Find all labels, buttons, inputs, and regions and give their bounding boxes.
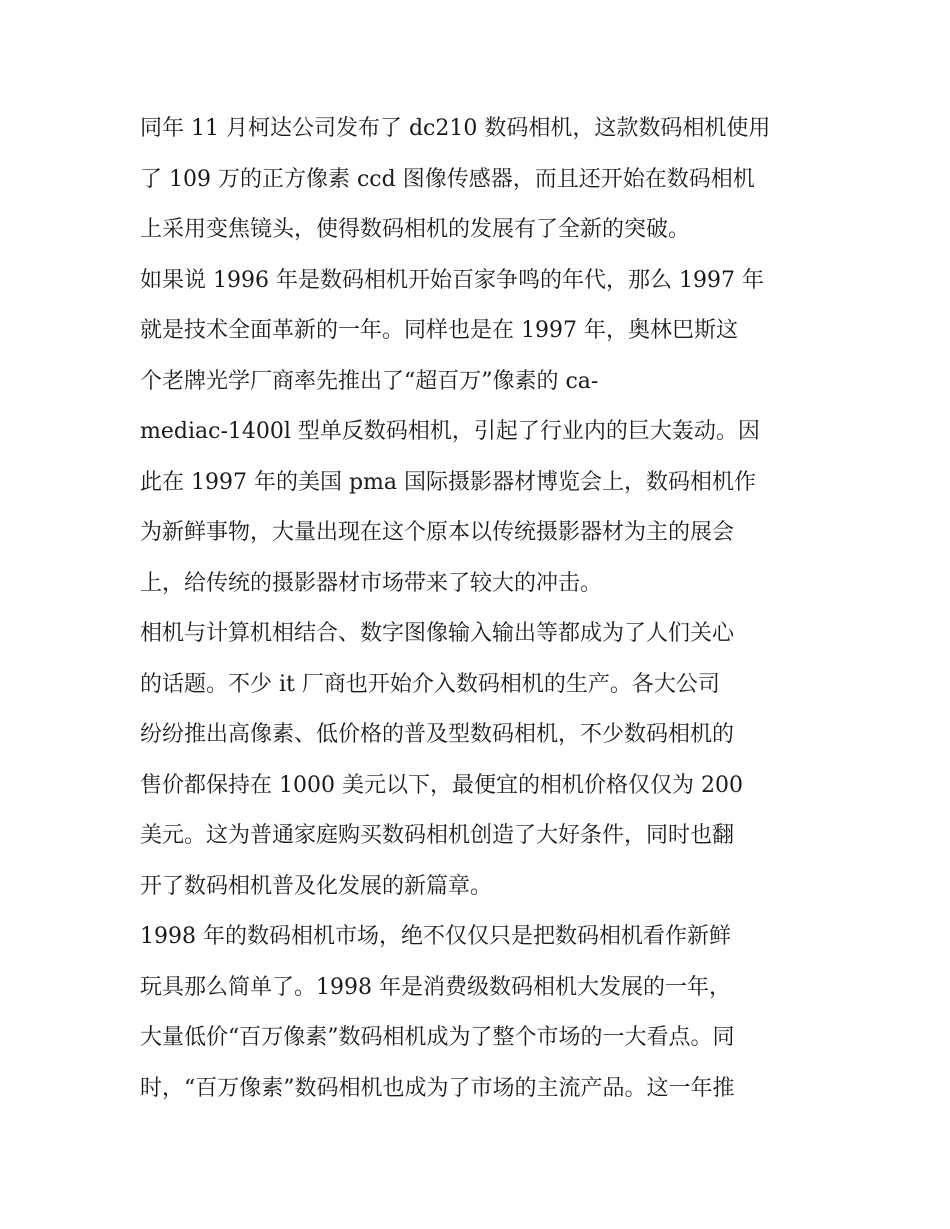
paragraph-it-vendors bbox=[140, 609, 820, 912]
text-line: 同年 11 月柯达公司发布了 dc210 数码相机，这款数码相机使用 bbox=[140, 116, 771, 141]
text-line: 如果说 1996 年是数码相机开始百家争鸣的年代，那么 1997 年 bbox=[140, 267, 764, 293]
text-line: 1998 年的数码相机市场，绝不仅仅只是把数码相机看作新鲜 bbox=[140, 924, 731, 949]
text-line: 纷纷推出高像素、低价格的普及型数码相机，不少数码相机的 bbox=[140, 722, 735, 747]
text-line: 美元。这为普通家庭购买数码相机创造了大好条件，同时也翻 bbox=[140, 823, 735, 848]
text-line: 开了数码相机普及化发展的新篇章。 bbox=[140, 873, 493, 899]
text-line: 的话题。不少 it 厂商也开始介入数码相机的生产。各大公司 bbox=[140, 671, 720, 697]
paragraph-1997-innovation bbox=[140, 256, 820, 610]
text-line: 为新鲜事物，大量出现在这个原本以传统摄影器材为主的展会 bbox=[140, 520, 735, 545]
paragraph-1998-market bbox=[140, 912, 820, 1114]
text-line: 玩具那么简单了。1998 年是消费级数码相机大发展的一年， bbox=[140, 974, 731, 1000]
text-line: 就是技术全面革新的一年。同样也是在 1997 年，奥林巴斯这 bbox=[140, 318, 738, 343]
text-line: 个老牌光学厂商率先推出了“超百万”像素的 ca- bbox=[140, 368, 599, 394]
text-line: 时，“百万像素”数码相机也成为了市场的主流产品。这一年推 bbox=[140, 1075, 735, 1101]
text-line: 上采用变焦镜头，使得数码相机的发展有了全新的突破。 bbox=[140, 217, 691, 242]
text-line: 此在 1997 年的美国 pma 国际摄影器材博览会上，数码相机作 bbox=[140, 469, 757, 495]
paragraph-kodak-dc210 bbox=[140, 104, 820, 256]
text-line: mediac-1400l 型单反数码相机，引起了行业内的巨大轰动。因 bbox=[140, 419, 760, 444]
text-line: 售价都保持在 1000 美元以下，最便宜的相机价格仅仅为 200 bbox=[140, 772, 743, 798]
text-line: 了 109 万的正方像素 ccd 图像传感器，而且还开始在数码相机 bbox=[140, 166, 755, 192]
text-line: 相机与计算机相结合、数字图像输入输出等都成为了人们关心 bbox=[140, 621, 735, 646]
text-line: 大量低价“百万像素”数码相机成为了整个市场的一大看点。同 bbox=[140, 1025, 735, 1050]
text-line: 上，给传统的摄影器材市场带来了较大的冲击。 bbox=[140, 570, 603, 596]
document-body bbox=[140, 104, 820, 1114]
